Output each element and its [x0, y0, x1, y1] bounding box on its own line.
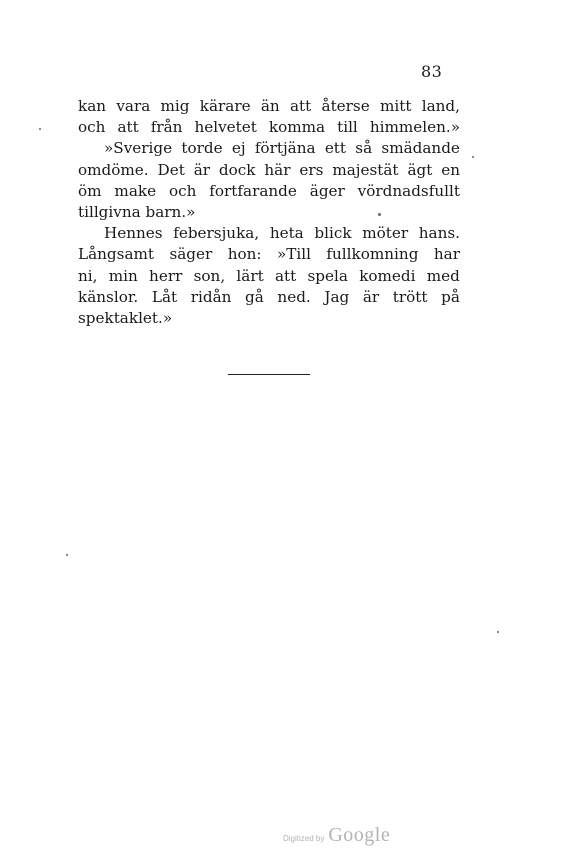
word: att	[289, 97, 312, 115]
word: möter	[362, 224, 409, 243]
word: omdöme.	[78, 160, 149, 179]
text-line	[78, 96, 460, 117]
word: smädande	[381, 139, 460, 158]
text-line-content	[78, 244, 460, 265]
word: make	[114, 181, 157, 200]
word: fullkomning	[326, 245, 419, 264]
word: än	[260, 97, 280, 115]
word: äger	[309, 181, 345, 200]
word: land,	[421, 97, 460, 115]
word: Hennes	[104, 224, 163, 243]
section-divider	[228, 374, 310, 375]
text-line-content	[104, 223, 460, 244]
scan-speck	[66, 554, 68, 556]
word: på	[441, 287, 460, 306]
text-line	[78, 202, 460, 223]
text-line	[78, 266, 460, 287]
text-line	[78, 181, 460, 202]
word: ned.	[277, 287, 311, 306]
word: trött	[392, 287, 428, 306]
word: ej	[231, 139, 246, 158]
word: kärare	[199, 97, 251, 115]
word: är	[362, 287, 380, 306]
text-line	[78, 160, 460, 181]
word: en	[441, 160, 460, 179]
text-line	[78, 138, 460, 159]
word: hon:	[227, 245, 262, 264]
word: Låt	[151, 287, 178, 306]
word: komma	[268, 118, 326, 137]
word: fortfarande	[209, 181, 297, 200]
word: ni,	[78, 266, 98, 285]
text-line-content: spektaklet.»	[78, 308, 173, 327]
google-logo: Google	[328, 824, 391, 846]
scan-speck	[39, 128, 41, 130]
word: febersjuka,	[173, 224, 260, 243]
page-number: 83	[421, 62, 443, 81]
word: lärt	[236, 266, 264, 285]
word: vara	[116, 97, 151, 115]
word: Långsamt	[78, 245, 154, 264]
word: min	[108, 266, 138, 285]
word: ett	[324, 139, 347, 158]
word: är	[193, 160, 211, 179]
word: och	[168, 181, 197, 200]
word: gå	[245, 287, 264, 306]
word: känslor.	[78, 287, 139, 306]
word: öm	[78, 181, 102, 200]
word: dock	[218, 160, 256, 179]
word: vördnadsfullt	[357, 181, 460, 200]
scan-speck	[378, 213, 381, 216]
text-line	[78, 287, 460, 308]
word: spela	[307, 266, 348, 285]
text-line	[78, 308, 460, 329]
word: mig	[160, 97, 190, 115]
word: att	[274, 266, 297, 285]
text-line	[78, 244, 460, 265]
word: hans.	[418, 224, 460, 243]
word: till	[337, 118, 358, 137]
text-line-content	[78, 287, 460, 308]
word: Det	[157, 160, 185, 179]
word: heta	[269, 224, 304, 243]
word: ägt	[407, 160, 433, 179]
text-line-content	[78, 266, 460, 287]
text-line-content: tillgivna barn.»	[78, 202, 196, 221]
word: här	[264, 160, 291, 179]
word: och	[78, 118, 106, 137]
word: så	[355, 139, 373, 158]
word: ridån	[190, 287, 232, 306]
word: torde	[181, 139, 223, 158]
word: »Till	[276, 245, 311, 264]
word: med	[426, 266, 460, 285]
word: himmelen.»	[369, 118, 460, 137]
scan-speck	[472, 156, 474, 158]
word: »Sverige	[104, 139, 173, 158]
text-line-content	[104, 138, 460, 159]
word: har	[433, 245, 460, 264]
body-text	[78, 96, 460, 329]
scan-speck	[497, 631, 499, 633]
word: ers	[299, 160, 324, 179]
digitized-by-google-watermark	[283, 824, 390, 847]
word: herr	[149, 266, 183, 285]
word: säger	[169, 245, 213, 264]
word: mitt	[379, 97, 412, 115]
word: son,	[193, 266, 226, 285]
word: helvetet	[194, 118, 257, 137]
text-line-content	[78, 96, 460, 117]
word: kan	[78, 97, 107, 115]
text-line-content	[78, 181, 460, 202]
word: komedi	[359, 266, 416, 285]
text-line-content	[78, 160, 460, 181]
text-line-content	[78, 117, 460, 138]
word: återse	[321, 97, 370, 115]
watermark-prefix: Digitized by	[283, 834, 325, 843]
word: att	[117, 118, 139, 137]
text-line	[78, 223, 460, 244]
word: Jag	[324, 287, 350, 306]
word: majestät	[332, 160, 399, 179]
word: blick	[314, 224, 352, 243]
word: förtjäna	[254, 139, 316, 158]
text-line	[78, 117, 460, 138]
word: från	[150, 118, 183, 137]
